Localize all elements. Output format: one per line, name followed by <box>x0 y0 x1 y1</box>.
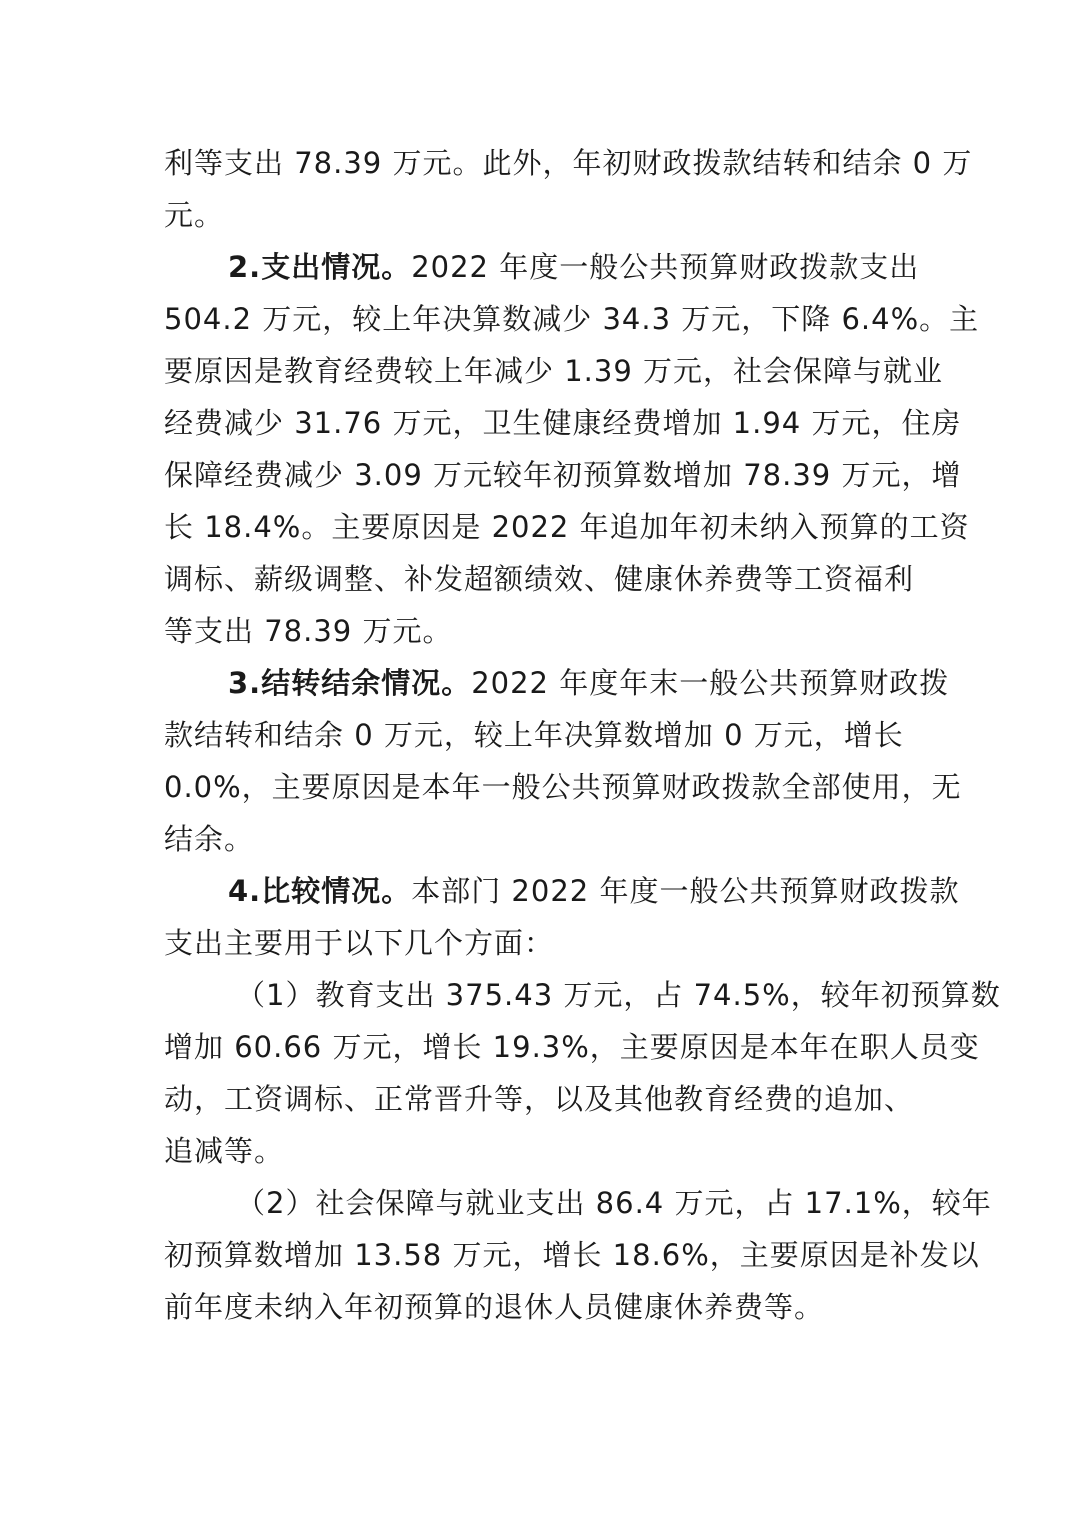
body-line: 追减等。 <box>164 1134 285 1168</box>
section-2-line <box>228 247 919 287</box>
body-line: 经费减少 31.76 万元，卫生健康经费增加 1.94 万元，住房 <box>164 406 962 440</box>
section-heading: 2.支出情况。 <box>228 250 412 284</box>
body-line: 利等支出 78.39 万元。此外，年初财政拨款结转和结余 0 万 <box>164 146 973 180</box>
body-line: 动，工资调标、正常晋升等，以及其他教育经费的追加、 <box>164 1082 915 1116</box>
body-line: 长 18.4%。主要原因是 2022 年追加年初未纳入预算的工资 <box>164 510 970 544</box>
body-text: 2022 年度一般公共预算财政拨款支出 <box>411 250 920 284</box>
body-line: 元。 <box>164 198 225 232</box>
body-line: 504.2 万元，较上年决算数减少 34.3 万元，下降 6.4%。主 <box>164 302 980 336</box>
body-line: 款结转和结余 0 万元，较上年决算数增加 0 万元，增长 <box>164 718 904 752</box>
body-line: 支出主要用于以下几个方面： <box>164 926 555 960</box>
body-line: 初预算数增加 13.58 万元，增长 18.6%，主要原因是补发以 <box>164 1238 980 1272</box>
section-4-line <box>228 871 959 911</box>
body-line: 前年度未纳入年初预算的退休人员健康休养费等。 <box>164 1290 825 1324</box>
body-line: 0.0%，主要原因是本年一般公共预算财政拨款全部使用，无 <box>164 770 962 804</box>
list-item-1-line: （1）教育支出 375.43 万元，占 74.5%，较年初预算数 <box>236 978 1001 1012</box>
body-line: 要原因是教育经费较上年减少 1.39 万元，社会保障与就业 <box>164 354 944 388</box>
section-heading: 3.结转结余情况。 <box>228 666 472 700</box>
body-text: 2022 年度年末一般公共预算财政拨 <box>471 666 950 700</box>
body-text: 本部门 2022 年度一般公共预算财政拨款 <box>411 874 960 908</box>
body-line: 保障经费减少 3.09 万元较年初预算数增加 78.39 万元，增 <box>164 458 962 492</box>
body-line: 增加 60.66 万元，增长 19.3%，主要原因是本年在职人员变 <box>164 1030 980 1064</box>
section-heading: 4.比较情况。 <box>228 874 412 908</box>
body-line: 调标、薪级调整、补发超额绩效、健康休养费等工资福利 <box>164 562 915 596</box>
body-line: 等支出 78.39 万元。 <box>164 614 453 648</box>
list-item-2-line: （2）社会保障与就业支出 86.4 万元，占 17.1%，较年 <box>236 1186 992 1220</box>
body-line: 结余。 <box>164 822 255 856</box>
section-3-line <box>228 663 949 703</box>
